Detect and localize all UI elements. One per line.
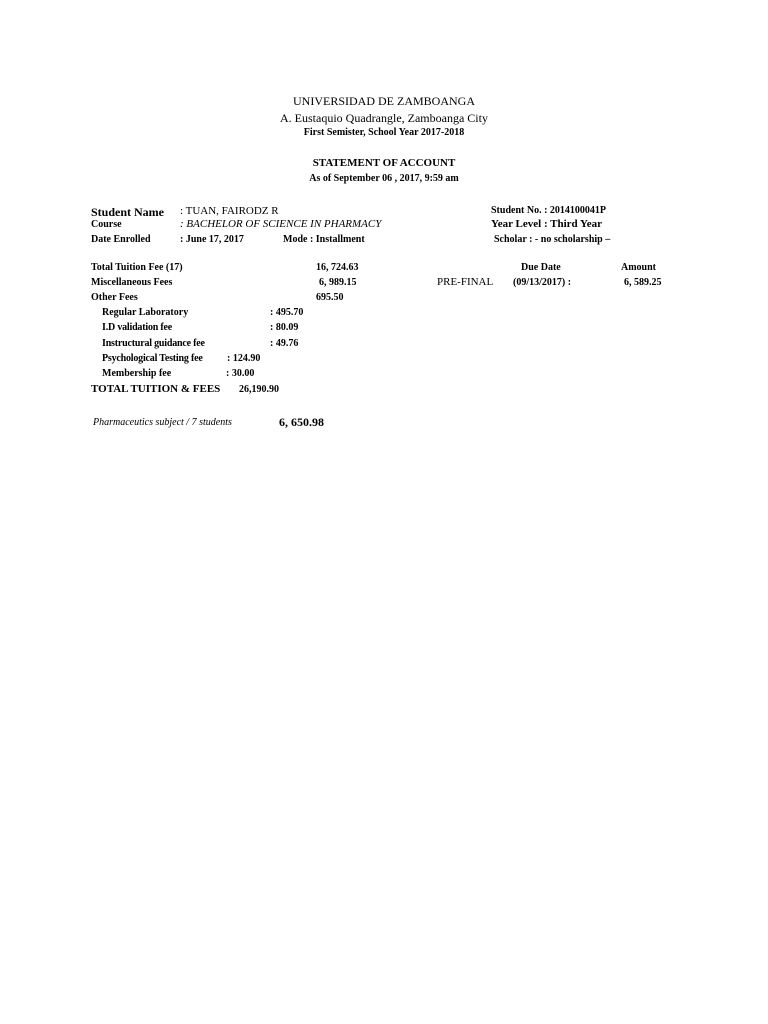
university-address: A. Eustaquio Quadrangle, Zamboanga City bbox=[280, 111, 488, 125]
university-name: UNIVERSIDAD DE ZAMBOANGA bbox=[293, 94, 475, 108]
schedule-date: (09/13/2017) : bbox=[513, 277, 572, 288]
schedule-term: PRE-FINAL bbox=[437, 276, 494, 288]
tuition-fee-label: Total Tuition Fee (17) bbox=[91, 262, 183, 273]
amount-header: Amount bbox=[621, 262, 657, 273]
due-date-header: Due Date bbox=[521, 262, 561, 273]
student-number: Student No. : 2014100041P bbox=[491, 205, 607, 216]
course-value: : BACHELOR OF SCIENCE IN PHARMACY bbox=[180, 218, 382, 230]
fee-item-label: Membership fee bbox=[102, 368, 172, 379]
misc-fees-value: 6, 989.15 bbox=[319, 277, 357, 288]
fee-item-value: : 49.76 bbox=[270, 338, 299, 349]
tuition-fee-value: 16, 724.63 bbox=[316, 262, 359, 273]
date-enrolled-value: : June 17, 2017 bbox=[180, 234, 244, 245]
scholar-status: Scholar : - no scholarship – bbox=[494, 234, 611, 245]
date-enrolled-label: Date Enrolled bbox=[91, 234, 151, 245]
payment-mode: Mode : Installment bbox=[283, 234, 365, 245]
other-fees-label: Other Fees bbox=[91, 292, 138, 303]
semester-line: First Semister, School Year 2017-2018 bbox=[303, 127, 465, 138]
fee-item-label: Instructural guidance fee bbox=[102, 338, 205, 349]
total-fees-label: TOTAL TUITION & FEES bbox=[91, 383, 221, 395]
fee-item-value: : 80.09 bbox=[270, 322, 299, 333]
year-level: Year Level : Third Year bbox=[491, 218, 603, 230]
other-fees-value: 695.50 bbox=[316, 292, 344, 303]
fee-item-value: : 495.70 bbox=[270, 307, 304, 318]
total-fees-value: 26,190.90 bbox=[239, 384, 279, 395]
fee-item-label: Regular Laboratory bbox=[102, 307, 189, 318]
note-label: Pharmaceutics subject / 7 students bbox=[93, 417, 232, 428]
fee-item-label: I.D validation fee bbox=[102, 322, 173, 333]
course-label: Course bbox=[91, 219, 122, 230]
note-value: 6, 650.98 bbox=[279, 415, 324, 429]
fee-item-value: : 30.00 bbox=[226, 368, 255, 379]
schedule-amount: 6, 589.25 bbox=[624, 277, 662, 288]
student-name-value: : TUAN, FAIRODZ R bbox=[180, 205, 279, 217]
fee-item-value: : 124.90 bbox=[227, 353, 261, 364]
as-of-date: As of September 06 , 2017, 9:59 am bbox=[309, 173, 459, 184]
document-title: STATEMENT OF ACCOUNT bbox=[312, 157, 456, 169]
misc-fees-label: Miscellaneous Fees bbox=[91, 277, 173, 288]
student-name-label: Student Name bbox=[91, 205, 165, 219]
fee-item-label: Psychological Testing fee bbox=[102, 353, 203, 364]
